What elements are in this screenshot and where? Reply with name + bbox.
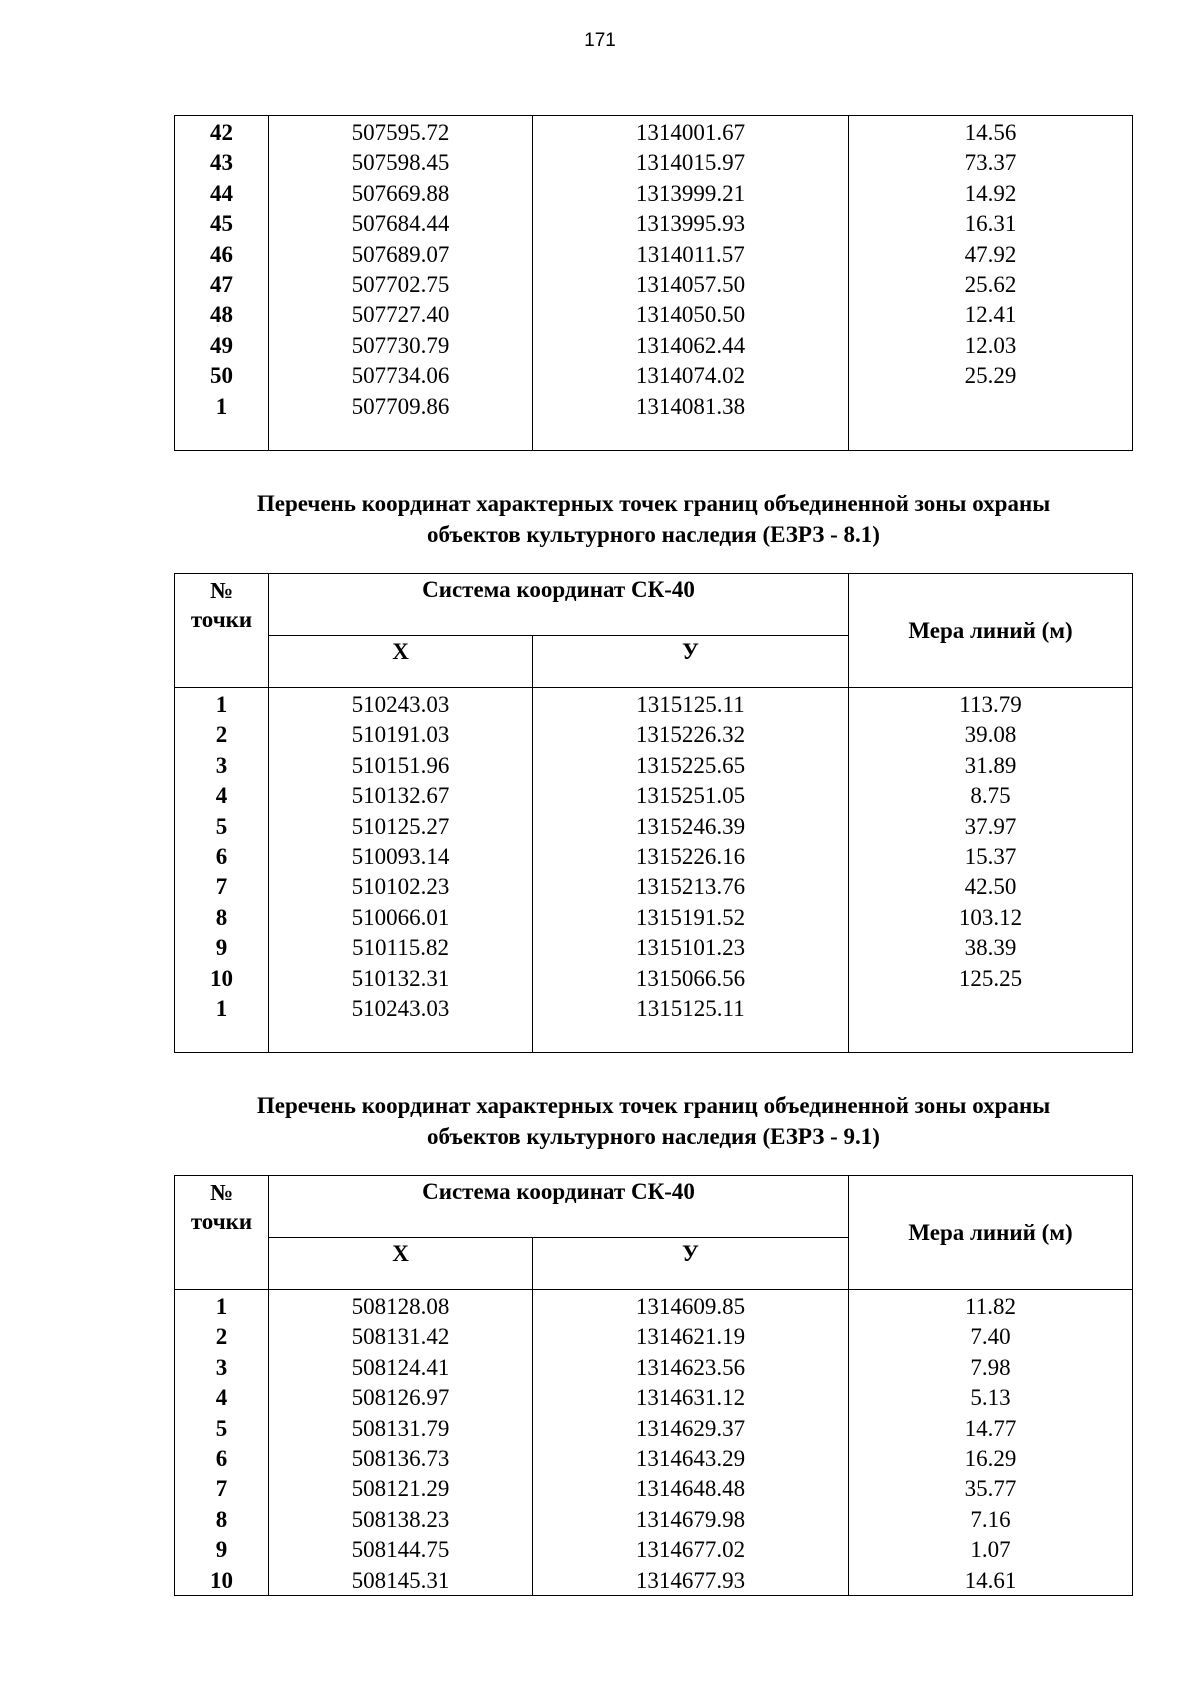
point-number-cell: 4: [215, 783, 228, 809]
coordinates-table-ezrz-8-1: [174, 573, 1133, 1053]
point-number-cell: 49: [210, 332, 233, 358]
y-coordinate-cell: 1314629.37: [635, 1415, 746, 1441]
y-column: [533, 1290, 849, 1596]
x-coordinate-cell: 508124.41: [351, 1354, 450, 1380]
line-length-cell: 7.40: [970, 1324, 1011, 1350]
section-heading-ezrz-9-1: [174, 1090, 1133, 1152]
x-coordinate-cell: 507734.06: [351, 363, 450, 389]
y-coordinate-cell: 1315066.56: [635, 965, 746, 991]
header-num-label: точки: [190, 1209, 253, 1234]
x-coordinate-cell: 508121.29: [351, 1476, 450, 1502]
line-length-cell: 16.31: [964, 211, 1017, 237]
x-coordinate-cell: 510115.82: [352, 935, 449, 961]
heading-line-2: объектов культурного наследия (ЕЗРЗ - 8.1): [427, 522, 880, 547]
y-coordinate-cell: 1314015.97: [635, 150, 746, 176]
point-number-column: [175, 1290, 269, 1596]
point-number-cell: 1: [215, 1294, 228, 1319]
point-number-cell: 42: [210, 120, 233, 145]
point-number-cell: 2: [215, 1324, 228, 1350]
table-header: [175, 1176, 1132, 1290]
x-coordinate-cell: 508144.75: [351, 1537, 450, 1563]
point-number-cell: 10: [210, 965, 233, 991]
line-length-cell: 25.62: [964, 271, 1017, 297]
coordinate-system-title: Система координат СК-40: [269, 574, 848, 636]
y-coordinate-cell: 1315225.65: [635, 752, 746, 778]
y-coordinate-cell: 1315125.11: [636, 995, 745, 1021]
point-number-cell: 50: [210, 363, 233, 389]
line-length-cell: 37.97: [964, 813, 1017, 839]
header-num-symbol: №: [209, 578, 234, 603]
line-length-cell: 5.13: [970, 1385, 1011, 1411]
page-number: 171: [584, 30, 616, 51]
section-heading-ezrz-8-1: [174, 488, 1133, 550]
x-coordinate-cell: 507730.79: [351, 332, 450, 358]
table-header: [175, 574, 1132, 688]
point-number-cell: 43: [210, 150, 233, 176]
heading-line-1: Перечень координат характерных точек границ объединенной зоны охраны: [256, 491, 1051, 516]
coordinate-system-header: [269, 574, 849, 687]
line-length-cell: 12.41: [964, 302, 1017, 328]
x-coordinate-cell: 507684.44: [351, 211, 450, 237]
point-number-cell: 10: [210, 1567, 233, 1593]
x-coordinate-cell: 507727.40: [351, 302, 450, 328]
y-coordinate-cell: 1314011.57: [636, 241, 745, 267]
y-coordinate-cell: 1314677.02: [635, 1537, 746, 1563]
y-coordinate-cell: 1314609.85: [635, 1294, 746, 1319]
line-length-cell: 42.50: [964, 874, 1017, 900]
y-coordinate-cell: 1314062.44: [635, 332, 746, 358]
line-length-cell: 12.03: [964, 332, 1017, 358]
y-coordinate-cell: 1315226.16: [635, 843, 746, 869]
x-coordinate-cell: 510243.03: [351, 995, 450, 1021]
x-coordinate-cell: 507702.75: [351, 271, 450, 297]
line-length-cell: 8.75: [970, 783, 1011, 809]
line-length-cell: 103.12: [958, 904, 1023, 930]
y-coordinate-cell: 1314081.38: [635, 393, 746, 419]
line-length-cell: 125.25: [958, 965, 1023, 991]
x-coordinate-cell: 510132.31: [351, 965, 450, 991]
y-coordinate-cell: 1314648.48: [635, 1476, 746, 1502]
line-length-cell: 15.37: [964, 843, 1017, 869]
line-length-cell: 1.07: [970, 1537, 1011, 1563]
point-number-cell: 9: [215, 935, 228, 961]
line-length-cell: [849, 994, 1132, 1024]
x-coordinate-cell: 510102.23: [351, 874, 450, 900]
point-number-cell: 2: [215, 722, 228, 748]
line-length-cell: 14.77: [964, 1415, 1017, 1441]
heading-line-1: Перечень координат характерных точек границ объединенной зоны охраны: [256, 1093, 1051, 1118]
x-coordinate-cell: 508145.31: [351, 1567, 450, 1593]
y-coordinate-cell: 1314057.50: [635, 271, 746, 297]
point-number-cell: 47: [210, 271, 233, 297]
x-coordinate-cell: 508136.73: [351, 1445, 450, 1471]
line-length-cell: 47.92: [964, 241, 1017, 267]
point-number-header: [175, 574, 269, 687]
y-header: У: [682, 639, 699, 664]
x-coordinate-cell: 507689.07: [351, 241, 450, 267]
line-length-cell: 11.82: [965, 1294, 1016, 1319]
x-coordinate-cell: 510132.67: [351, 783, 450, 809]
y-coordinate-cell: 1314631.12: [635, 1385, 746, 1411]
point-number-cell: 9: [215, 1537, 228, 1563]
point-number-cell: 5: [215, 813, 228, 839]
coordinate-system-header: [269, 1176, 849, 1289]
line-length-header: Мера линий (м): [908, 617, 1073, 643]
point-number-column: [175, 116, 269, 450]
line-length-cell: 25.29: [964, 363, 1017, 389]
point-number-cell: 1: [215, 995, 228, 1021]
point-number-cell: 46: [210, 241, 233, 267]
line-length-cell: [849, 392, 1132, 422]
y-coordinate-cell: 1314679.98: [635, 1506, 746, 1532]
line-length-cell: 39.08: [964, 722, 1017, 748]
y-coordinate-cell: 1313995.93: [635, 211, 746, 237]
point-number-header: [175, 1176, 269, 1289]
header-num-symbol: №: [209, 1180, 234, 1205]
x-coordinate-cell: 510125.27: [351, 813, 450, 839]
y-column: [533, 688, 849, 1053]
y-coordinate-cell: 1313999.21: [635, 180, 746, 206]
x-column: [269, 688, 533, 1053]
y-coordinate-cell: 1315125.11: [636, 692, 745, 717]
point-number-cell: 6: [215, 843, 228, 869]
point-number-cell: 8: [215, 904, 228, 930]
point-number-column: [175, 688, 269, 1053]
y-coordinate-cell: 1314621.19: [635, 1324, 746, 1350]
x-coordinate-cell: 510066.01: [351, 904, 450, 930]
line-length-column: [849, 688, 1132, 1053]
y-coordinate-cell: 1314623.56: [635, 1354, 746, 1380]
point-number-cell: 5: [215, 1415, 228, 1441]
y-coordinate-cell: 1314001.67: [635, 120, 746, 145]
point-number-cell: 3: [215, 752, 228, 778]
line-length-cell: 14.61: [964, 1567, 1017, 1593]
x-column: [269, 116, 533, 450]
line-length-cell: 7.16: [970, 1506, 1011, 1532]
x-coordinate-cell: 508131.79: [351, 1415, 450, 1441]
coordinate-system-title: Система координат СК-40: [269, 1176, 848, 1238]
x-coordinate-cell: 508126.97: [351, 1385, 450, 1411]
x-coordinate-cell: 510243.03: [351, 692, 450, 717]
x-coordinate-cell: 508131.42: [351, 1324, 450, 1350]
point-number-cell: 4: [215, 1385, 228, 1411]
x-coordinate-cell: 507709.86: [351, 393, 450, 419]
line-length-cell: 73.37: [964, 150, 1017, 176]
x-coordinate-cell: 507669.88: [351, 180, 450, 206]
y-coordinate-cell: 1315213.76: [635, 874, 746, 900]
y-coordinate-cell: 1315251.05: [635, 783, 746, 809]
x-coordinate-cell: 507598.45: [351, 150, 450, 176]
y-coordinate-cell: 1315101.23: [635, 935, 746, 961]
point-number-cell: 8: [215, 1506, 228, 1532]
coordinates-table-ezrz-9-1: [174, 1175, 1133, 1596]
point-number-cell: 7: [215, 874, 228, 900]
y-coordinate-cell: 1315226.32: [635, 722, 746, 748]
y-coordinate-cell: 1314074.02: [635, 363, 746, 389]
line-length-cell: 7.98: [970, 1354, 1011, 1380]
line-length-cell: 16.29: [964, 1445, 1017, 1471]
point-number-cell: 48: [210, 302, 233, 328]
line-length-cell: 14.92: [964, 180, 1017, 206]
y-coordinate-cell: 1314643.29: [635, 1445, 746, 1471]
x-header: Х: [269, 1238, 533, 1289]
y-column: [533, 116, 849, 450]
point-number-cell: 44: [210, 180, 233, 206]
point-number-cell: 3: [215, 1354, 228, 1380]
x-header: Х: [269, 636, 533, 687]
x-column: [269, 1290, 533, 1596]
y-header: У: [682, 1241, 699, 1266]
x-coordinate-cell: 508138.23: [351, 1506, 450, 1532]
line-length-cell: 113.79: [959, 692, 1022, 717]
line-length-cell: 38.39: [964, 935, 1017, 961]
y-coordinate-cell: 1315191.52: [635, 904, 746, 930]
line-length-column: [849, 1290, 1132, 1596]
line-length-cell: 14.56: [964, 120, 1017, 145]
y-coordinate-cell: 1314050.50: [635, 302, 746, 328]
line-length-header: Мера линий (м): [908, 1219, 1073, 1245]
point-number-cell: 45: [210, 211, 233, 237]
x-coordinate-cell: 508128.08: [351, 1294, 450, 1319]
point-number-cell: 1: [215, 692, 228, 717]
point-number-cell: 1: [215, 393, 228, 419]
coordinates-table-continuation: [174, 115, 1133, 451]
x-coordinate-cell: 510191.03: [351, 722, 450, 748]
header-num-label: точки: [190, 607, 253, 632]
line-length-cell: 31.89: [964, 752, 1017, 778]
heading-line-2: объектов культурного наследия (ЕЗРЗ - 9.1): [427, 1124, 880, 1149]
y-coordinate-cell: 1315246.39: [635, 813, 746, 839]
point-number-cell: 6: [215, 1445, 228, 1471]
y-coordinate-cell: 1314677.93: [635, 1567, 746, 1593]
line-length-column: [849, 116, 1132, 450]
x-coordinate-cell: 510151.96: [351, 752, 450, 778]
x-coordinate-cell: 507595.72: [351, 120, 450, 145]
line-length-cell: 35.77: [964, 1476, 1017, 1502]
x-coordinate-cell: 510093.14: [351, 843, 450, 869]
point-number-cell: 7: [215, 1476, 228, 1502]
